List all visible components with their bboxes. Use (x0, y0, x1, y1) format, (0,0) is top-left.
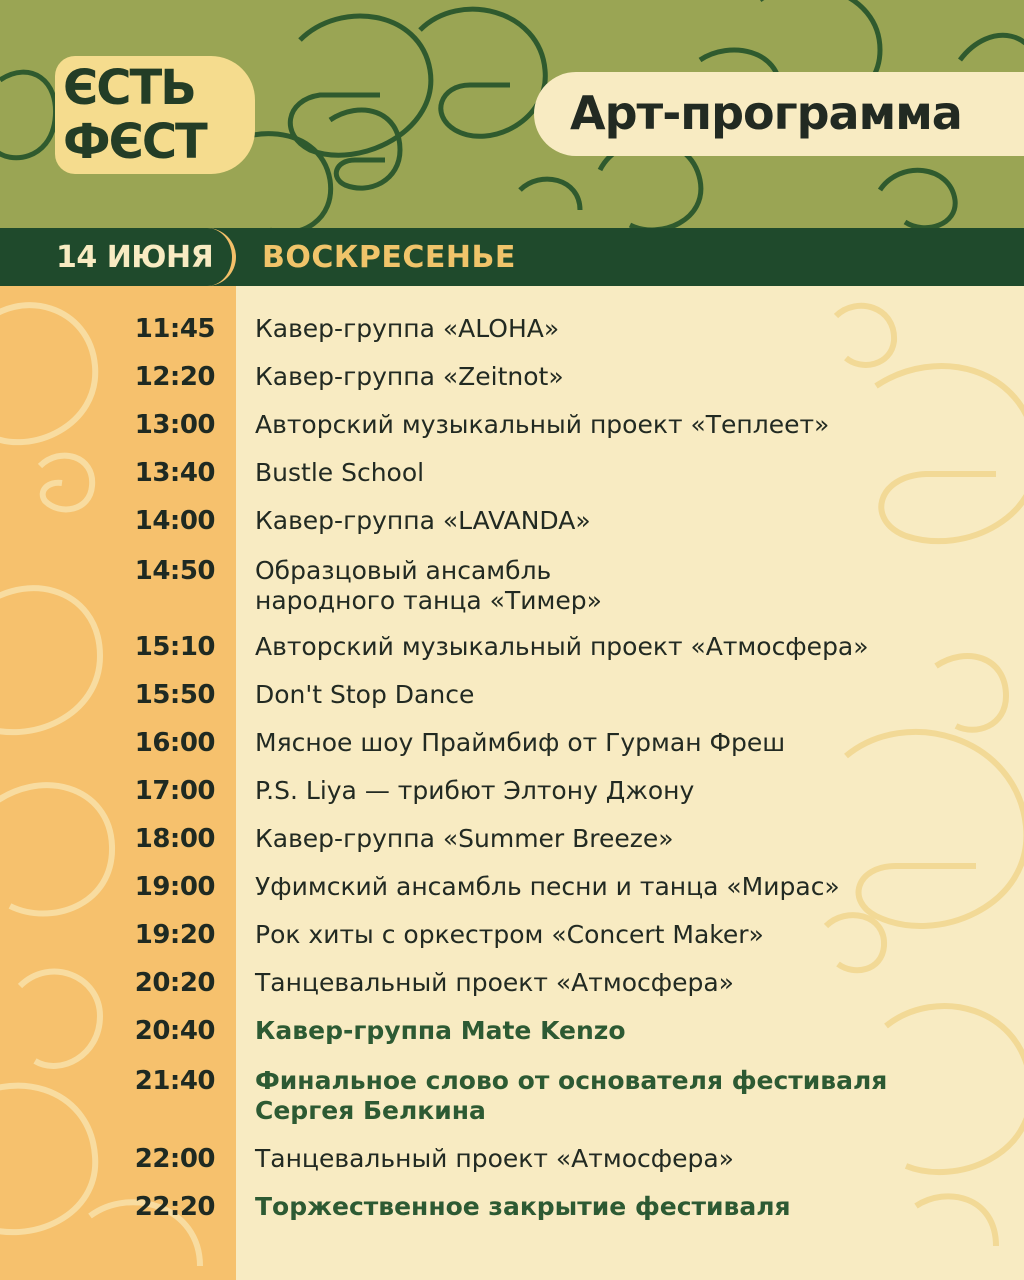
schedule-event-line: Кавер-группа «ALOHA» (255, 314, 560, 343)
schedule-time: 14:50 (134, 556, 215, 586)
schedule-event (255, 680, 995, 710)
schedule-event (255, 920, 995, 950)
schedule-event-line: Финальное слово от основателя фестиваля (255, 1066, 888, 1095)
schedule-event (255, 314, 995, 344)
page-title: Арт-программа (570, 86, 962, 140)
schedule-event-line: Авторский музыкальный проект «Атмосфера» (255, 632, 869, 661)
schedule-event-line: Танцевальный проект «Атмосфера» (255, 968, 734, 997)
schedule-event-line: Уфимский ансамбль песни и танца «Мирас» (255, 872, 840, 901)
logo-line-1: ЄСТЬ (63, 60, 195, 116)
festival-logo (55, 56, 255, 174)
schedule-event-line: Кавер-группа «Zeitnot» (255, 362, 564, 391)
schedule-time: 20:40 (134, 1016, 215, 1046)
schedule-time: 15:10 (134, 632, 215, 662)
schedule-time: 19:00 (134, 872, 215, 902)
schedule-event-line: Кавер-группа «Summer Breeze» (255, 824, 674, 853)
schedule-time: 18:00 (134, 824, 215, 854)
schedule-time: 22:00 (134, 1144, 215, 1174)
schedule-event (255, 1016, 995, 1046)
schedule-event (255, 632, 995, 662)
schedule-event (255, 968, 995, 998)
schedule-event-line: Рок хиты с оркестром «Concert Maker» (255, 920, 764, 949)
schedule-event (255, 824, 995, 854)
schedule-time: 15:50 (134, 680, 215, 710)
schedule-event (255, 1144, 995, 1174)
schedule-time: 21:40 (134, 1066, 215, 1096)
schedule-event-line: Сергея Белкина (255, 1096, 486, 1125)
schedule-event-line: Bustle School (255, 458, 425, 487)
schedule-event (255, 776, 995, 806)
schedule-time: 16:00 (134, 728, 215, 758)
schedule-time: 19:20 (134, 920, 215, 950)
schedule-event (255, 872, 995, 902)
schedule-event-line: Образцовый ансамбль (255, 556, 552, 585)
schedule-time: 17:00 (134, 776, 215, 806)
event-weekday: ВОСКРЕСЕНЬЕ (262, 240, 516, 275)
schedule-event (255, 728, 995, 758)
schedule-event (255, 362, 995, 392)
schedule-time: 20:20 (134, 968, 215, 998)
schedule-time: 13:00 (134, 410, 215, 440)
schedule-event (255, 1066, 995, 1126)
title-pill (534, 72, 1024, 156)
schedule-time: 14:00 (134, 506, 215, 536)
schedule-time: 13:40 (134, 458, 215, 488)
schedule-event-line: Торжественное закрытие фестиваля (255, 1192, 791, 1221)
logo-line-2: ФЄСТ (63, 114, 206, 170)
schedule-event-line: Авторский музыкальный проект «Теплеет» (255, 410, 830, 439)
schedule-event-line: Кавер-группа «LAVANDA» (255, 506, 591, 535)
schedule-event-line: народного танца «Тимер» (255, 586, 602, 615)
schedule-time: 11:45 (134, 314, 215, 344)
schedule-event-line: Мясное шоу Праймбиф от Гурман Фреш (255, 728, 786, 757)
schedule-event-line: Кавер-группа Mate Kenzo (255, 1016, 626, 1045)
schedule-time: 22:20 (134, 1192, 215, 1222)
header-banner (0, 0, 1024, 228)
schedule-event-line: P.S. Liya — трибют Элтону Джону (255, 776, 695, 805)
schedule-time: 12:20 (134, 362, 215, 392)
schedule-event (255, 506, 995, 536)
schedule-event (255, 410, 995, 440)
schedule-event-line: Don't Stop Dance (255, 680, 475, 709)
schedule-event (255, 556, 995, 616)
event-date: 14 ИЮНЯ (56, 240, 214, 275)
schedule-event (255, 1192, 995, 1222)
schedule-event-line: Танцевальный проект «Атмосфера» (255, 1144, 734, 1173)
schedule-event (255, 458, 995, 488)
